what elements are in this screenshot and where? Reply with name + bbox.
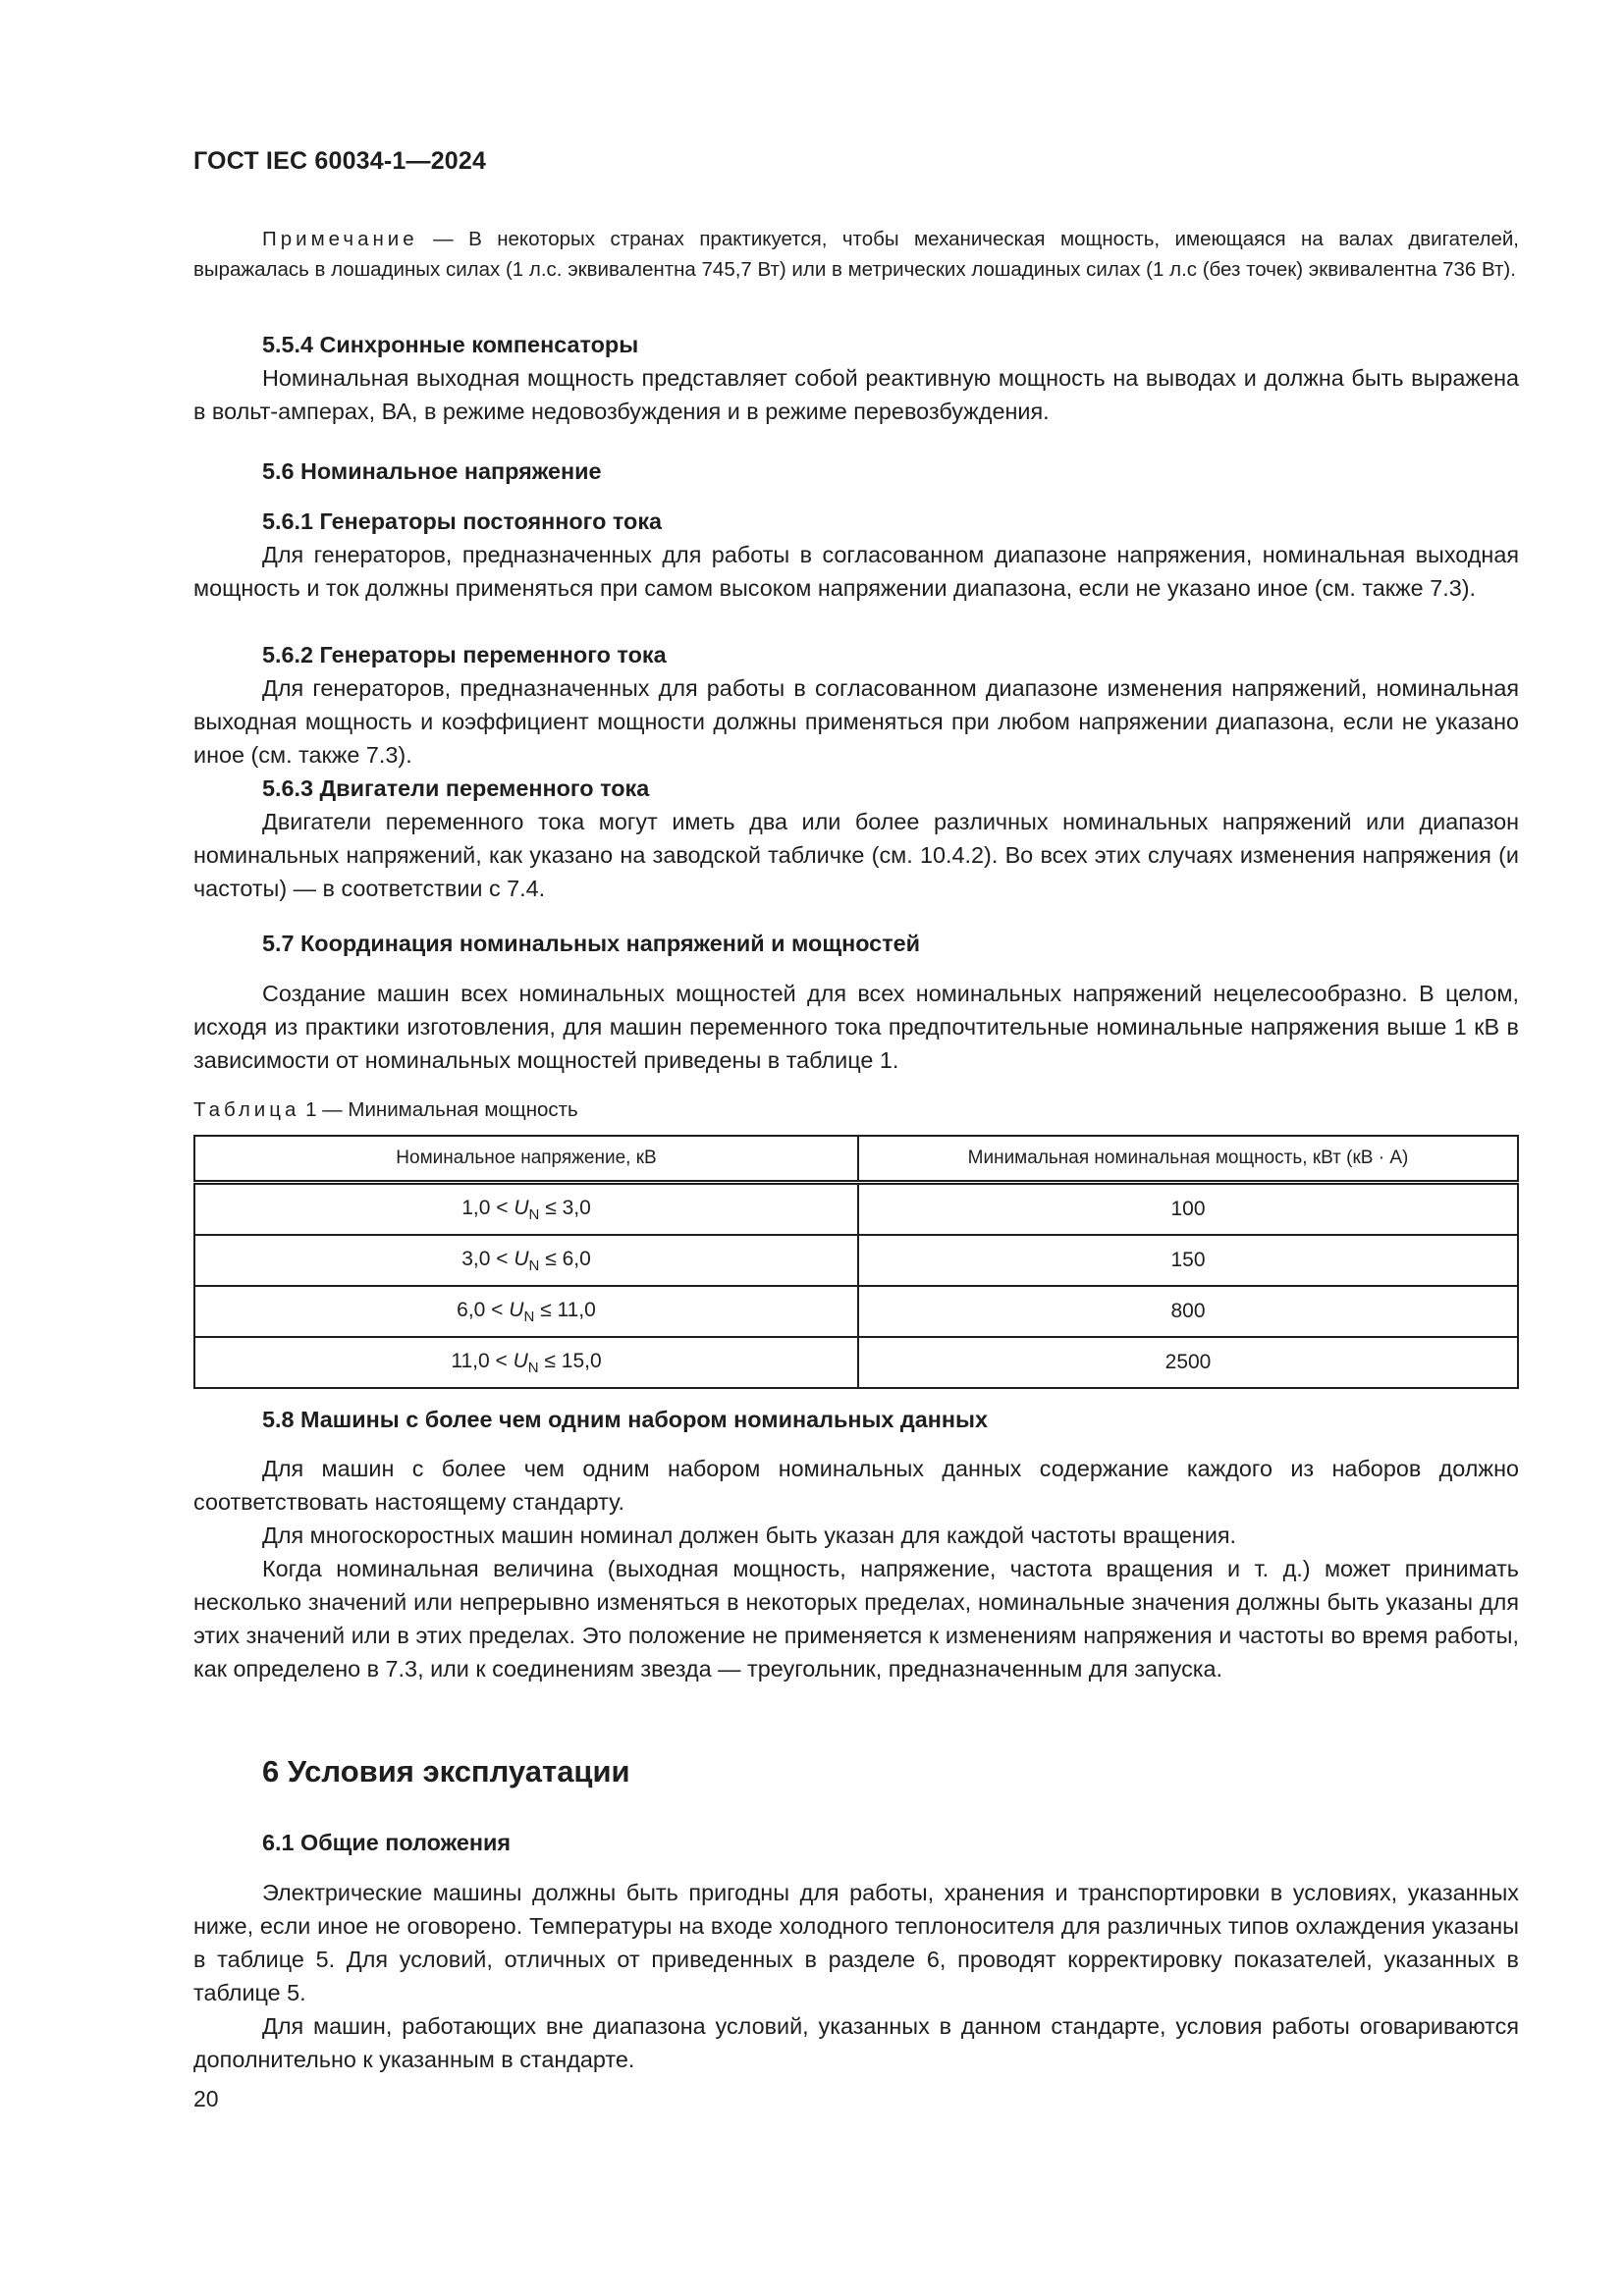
paragraph: Для генераторов, предназначенных для работы в согласованном диапазоне напряжения, номинальная выходная мощность и ток должны применяться при самом высоком напряжении диапазона, если не указано иное (см. также 7.3). [193, 542, 1519, 601]
document-header: ГОСТ IEC 60034-1—2024 [193, 147, 487, 175]
section-5-6-3 [193, 772, 1519, 905]
voltage-range-cell: $1,0 < U_N \le 3,0$ [194, 1183, 858, 1236]
table-caption [193, 1095, 1519, 1125]
section-5-5-4 [193, 328, 1519, 428]
note-paragraph [193, 224, 1519, 285]
paragraph: Электрические машины должны быть пригодны для работы, хранения и транспортировки в условиях, указанных ниже, если иное не оговорено. Температуры на входе холодного теплоносителя для различных типов охлаждения указаны в таблице 5. Для условий, отличных от приведенных в разделе 6, проводят корректировку показателей, указанных в таблице 5. [193, 1880, 1519, 2005]
section-heading: 5.6.1 Генераторы постоянного тока [262, 508, 663, 534]
section-heading: 5.8 Машины с более чем одним набором номинальных данных [262, 1407, 989, 1432]
paragraph: Для генераторов, предназначенных для работы в согласованном диапазоне изменения напряжений, номинальная выходная мощность и коэффициент мощности должны применяться при любом напряжении диапазона, если не указано иное (см. также 7.3). [193, 675, 1519, 768]
section-heading: 5.5.4 Синхронные компенсаторы [262, 332, 639, 357]
paragraph: Для многоскоростных машин номинал должен быть указан для каждой частоты вращения. [262, 1522, 1237, 1548]
table-1-caption [193, 1095, 1519, 1125]
paragraph: Для машин, работающих вне диапазона условий, указанных в данном стандарте, условия работы оговариваются дополнительно к указанным в стандарте. [193, 2013, 1519, 2072]
section-6-1 [193, 1826, 1519, 2076]
section-6 [193, 1752, 1519, 1791]
chapter-heading: 6 Условия эксплуатации [262, 1754, 630, 1789]
power-cell: 150 [858, 1235, 1518, 1286]
section-heading: 6.1 Общие положения [262, 1830, 512, 1855]
section-heading: 5.7 Координация номинальных напряжений и мощностей [262, 931, 921, 956]
paragraph: Двигатели переменного тока могут иметь два или более различных номинальных напряжений или диапазон номинальных напряжений, как указано на заводской табличке (см. 10.4.2). Во всех этих случаях изменения напряжения (и частоты) — в соответствии с 7.4. [193, 809, 1519, 901]
section-5-6 [193, 454, 1519, 488]
table-caption-text: 1 — Минимальная мощность [299, 1098, 578, 1121]
table-row [194, 1337, 1518, 1388]
table-row [194, 1235, 1518, 1286]
power-cell: 100 [858, 1183, 1518, 1236]
note-text: — В некоторых странах практикуется, чтобы механическая мощность, имеющаяся на валах двигателей, выражалась в лошадиных силах (1 л.с. эквивалентна 745,7 Вт) или в метрических лошадиных силах (1 л.с (без точек) эквивалентна 736 Вт). [193, 228, 1519, 281]
table-caption-label: Таблица [193, 1098, 300, 1121]
paragraph: Номинальная выходная мощность представляет собой реактивную мощность на выводах и должна быть выражена в вольт-амперах, ВА, в режиме недовозбуждения и в режиме перевозбуждения. [193, 365, 1519, 424]
table-row [194, 1183, 1518, 1236]
voltage-range-cell: $11,0 < U_N \le 15,0$ [194, 1337, 858, 1388]
section-5-6-1 [193, 505, 1519, 605]
section-heading: 5.6.3 Двигатели переменного тока [262, 775, 650, 801]
power-cell: 2500 [858, 1337, 1518, 1388]
voltage-range-cell: $3,0 < U_N \le 6,0$ [194, 1235, 858, 1286]
column-header-power: Минимальная номинальная мощность, кВт (кВ · А) [858, 1136, 1518, 1183]
section-heading: 5.6.2 Генераторы переменного тока [262, 642, 667, 667]
power-cell: 800 [858, 1286, 1518, 1337]
table-header-row [194, 1136, 1518, 1183]
table-1 [193, 1135, 1519, 1389]
note-block [193, 224, 1519, 285]
voltage-range-cell: $6,0 < U_N \le 11,0$ [194, 1286, 858, 1337]
table-row [194, 1286, 1518, 1337]
section-5-8 [193, 1403, 1519, 1685]
minimum-power-table [193, 1135, 1519, 1389]
section-5-6-2 [193, 638, 1519, 772]
section-5-7 [193, 927, 1519, 1077]
section-heading: 5.6 Номинальное напряжение [262, 458, 602, 484]
column-header-voltage: Номинальное напряжение, кВ [194, 1136, 858, 1183]
note-label: Примечание [262, 228, 418, 250]
paragraph: Когда номинальная величина (выходная мощность, напряжение, частота вращения и т. д.) может принимать несколько значений или непрерывно изменяться в некоторых пределах, номинальные значения должны быть указаны для этих значений или в этих пределах. Это положение не применяется к изменениям напряжения и частоты во время работы, как определено в 7.3, или к соединениям звезда — треугольник, предназначенным для запуска. [193, 1556, 1519, 1682]
paragraph: Создание машин всех номинальных мощностей для всех номинальных напряжений нецелесообразно. В целом, исходя из практики изготовления, для машин переменного тока предпочтительные номинальные напряжения выше 1 кВ в зависимости от номинальных мощностей приведены в таблице 1. [193, 981, 1519, 1073]
page-number: 20 [193, 2086, 219, 2111]
paragraph: Для машин с более чем одним набором номинальных данных содержание каждого из наборов должно соответствовать настоящему стандарту. [193, 1456, 1519, 1515]
